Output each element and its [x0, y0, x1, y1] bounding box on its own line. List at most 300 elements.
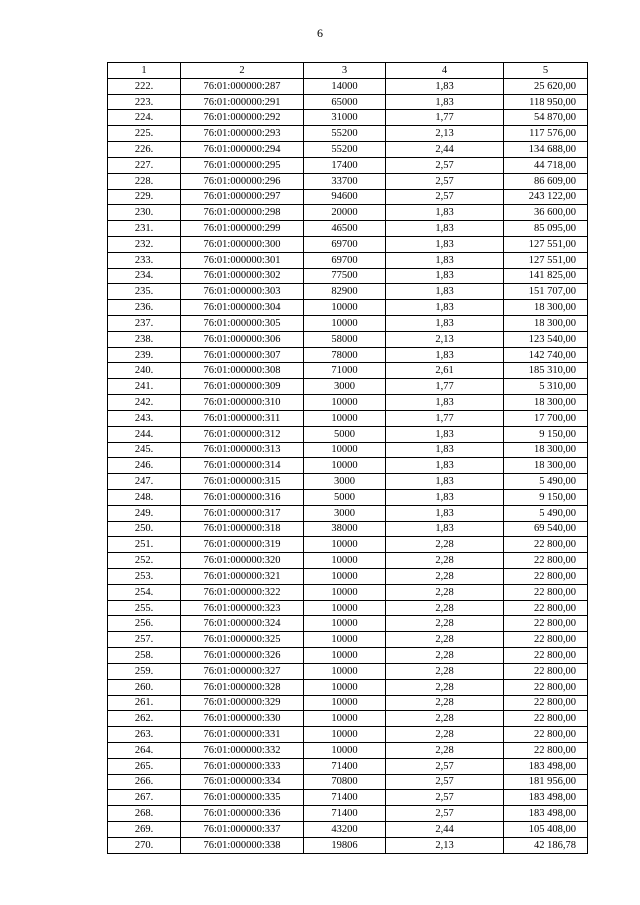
- area-cell: 10000: [304, 648, 386, 664]
- coefficient-cell: 1,83: [386, 221, 504, 237]
- amount-cell: 22 800,00: [504, 695, 588, 711]
- cadastral-number-cell: 76:01:000000:311: [181, 410, 304, 426]
- cadastral-number-cell: 76:01:000000:317: [181, 505, 304, 521]
- amount-cell: 127 551,00: [504, 252, 588, 268]
- row-number-cell: 231.: [108, 221, 181, 237]
- table-row: [108, 410, 588, 426]
- header-row: [108, 63, 588, 79]
- amount-cell: 42 186,78: [504, 837, 588, 853]
- amount-cell: 22 800,00: [504, 569, 588, 585]
- area-cell: 10000: [304, 458, 386, 474]
- coefficient-cell: 1,83: [386, 78, 504, 94]
- table-row: [108, 537, 588, 553]
- table-row: [108, 600, 588, 616]
- coefficient-cell: 2,13: [386, 331, 504, 347]
- table-row: [108, 126, 588, 142]
- amount-cell: 18 300,00: [504, 458, 588, 474]
- amount-cell: 243 122,00: [504, 189, 588, 205]
- table-row: [108, 616, 588, 632]
- cadastral-number-cell: 76:01:000000:303: [181, 284, 304, 300]
- table-row: [108, 379, 588, 395]
- amount-cell: 22 800,00: [504, 679, 588, 695]
- area-cell: 10000: [304, 553, 386, 569]
- cadastral-number-cell: 76:01:000000:314: [181, 458, 304, 474]
- table-row: [108, 442, 588, 458]
- coefficient-cell: 2,28: [386, 648, 504, 664]
- table-row: [108, 236, 588, 252]
- cadastral-number-cell: 76:01:000000:329: [181, 695, 304, 711]
- amount-cell: 118 950,00: [504, 94, 588, 110]
- amount-cell: 127 551,00: [504, 236, 588, 252]
- coefficient-cell: 2,28: [386, 632, 504, 648]
- amount-cell: 117 576,00: [504, 126, 588, 142]
- cadastral-number-cell: 76:01:000000:301: [181, 252, 304, 268]
- row-number-cell: 261.: [108, 695, 181, 711]
- row-number-cell: 269.: [108, 822, 181, 838]
- table-header: [108, 63, 588, 79]
- row-number-cell: 244.: [108, 426, 181, 442]
- coefficient-cell: 2,28: [386, 537, 504, 553]
- table-row: [108, 252, 588, 268]
- coefficient-cell: 1,83: [386, 300, 504, 316]
- area-cell: 65000: [304, 94, 386, 110]
- table-row: [108, 632, 588, 648]
- amount-cell: 85 095,00: [504, 221, 588, 237]
- area-cell: 71400: [304, 806, 386, 822]
- amount-cell: 22 800,00: [504, 632, 588, 648]
- coefficient-cell: 2,28: [386, 695, 504, 711]
- area-cell: 20000: [304, 205, 386, 221]
- row-number-cell: 264.: [108, 742, 181, 758]
- amount-cell: 9 150,00: [504, 426, 588, 442]
- coefficient-cell: 1,83: [386, 442, 504, 458]
- area-cell: 78000: [304, 347, 386, 363]
- table-row: [108, 426, 588, 442]
- cadastral-number-cell: 76:01:000000:291: [181, 94, 304, 110]
- row-number-cell: 223.: [108, 94, 181, 110]
- row-number-cell: 222.: [108, 78, 181, 94]
- coefficient-cell: 2,28: [386, 663, 504, 679]
- cadastral-number-cell: 76:01:000000:315: [181, 474, 304, 490]
- amount-cell: 22 800,00: [504, 616, 588, 632]
- table-row: [108, 331, 588, 347]
- coefficient-cell: 2,28: [386, 679, 504, 695]
- table-row: [108, 679, 588, 695]
- cadastral-number-cell: 76:01:000000:310: [181, 395, 304, 411]
- table-row: [108, 663, 588, 679]
- row-number-cell: 226.: [108, 142, 181, 158]
- amount-cell: 36 600,00: [504, 205, 588, 221]
- amount-cell: 183 498,00: [504, 790, 588, 806]
- coefficient-cell: 1,83: [386, 94, 504, 110]
- area-cell: 10000: [304, 395, 386, 411]
- area-cell: 77500: [304, 268, 386, 284]
- table-row: [108, 648, 588, 664]
- table-row: [108, 758, 588, 774]
- amount-cell: 5 490,00: [504, 474, 588, 490]
- coefficient-cell: 2,57: [386, 774, 504, 790]
- amount-cell: 5 310,00: [504, 379, 588, 395]
- amount-cell: 69 540,00: [504, 521, 588, 537]
- table-row: [108, 837, 588, 853]
- table-row: [108, 584, 588, 600]
- area-cell: 55200: [304, 142, 386, 158]
- amount-cell: 123 540,00: [504, 331, 588, 347]
- cadastral-number-cell: 76:01:000000:327: [181, 663, 304, 679]
- row-number-cell: 233.: [108, 252, 181, 268]
- cadastral-number-cell: 76:01:000000:319: [181, 537, 304, 553]
- table-row: [108, 189, 588, 205]
- row-number-cell: 248.: [108, 489, 181, 505]
- table-row: [108, 790, 588, 806]
- area-cell: 10000: [304, 584, 386, 600]
- table-row: [108, 316, 588, 332]
- row-number-cell: 232.: [108, 236, 181, 252]
- coefficient-cell: 1,77: [386, 410, 504, 426]
- area-cell: 71400: [304, 790, 386, 806]
- row-number-cell: 257.: [108, 632, 181, 648]
- row-number-cell: 225.: [108, 126, 181, 142]
- column-header-3: 3: [304, 63, 386, 79]
- amount-cell: 183 498,00: [504, 758, 588, 774]
- cadastral-number-cell: 76:01:000000:307: [181, 347, 304, 363]
- area-cell: 10000: [304, 616, 386, 632]
- coefficient-cell: 1,83: [386, 347, 504, 363]
- row-number-cell: 240.: [108, 363, 181, 379]
- coefficient-cell: 2,44: [386, 142, 504, 158]
- area-cell: 17400: [304, 157, 386, 173]
- cadastral-number-cell: 76:01:000000:298: [181, 205, 304, 221]
- area-cell: 10000: [304, 442, 386, 458]
- area-cell: 10000: [304, 711, 386, 727]
- coefficient-cell: 1,83: [386, 458, 504, 474]
- coefficient-cell: 1,83: [386, 505, 504, 521]
- table-row: [108, 205, 588, 221]
- coefficient-cell: 2,28: [386, 727, 504, 743]
- amount-cell: 185 310,00: [504, 363, 588, 379]
- area-cell: 31000: [304, 110, 386, 126]
- amount-cell: 181 956,00: [504, 774, 588, 790]
- coefficient-cell: 2,13: [386, 837, 504, 853]
- area-cell: 94600: [304, 189, 386, 205]
- coefficient-cell: 1,83: [386, 521, 504, 537]
- coefficient-cell: 2,61: [386, 363, 504, 379]
- amount-cell: 183 498,00: [504, 806, 588, 822]
- amount-cell: 9 150,00: [504, 489, 588, 505]
- area-cell: 71400: [304, 758, 386, 774]
- table-row: [108, 347, 588, 363]
- row-number-cell: 254.: [108, 584, 181, 600]
- cadastral-number-cell: 76:01:000000:332: [181, 742, 304, 758]
- area-cell: 38000: [304, 521, 386, 537]
- cadastral-number-cell: 76:01:000000:295: [181, 157, 304, 173]
- area-cell: 43200: [304, 822, 386, 838]
- cadastral-number-cell: 76:01:000000:304: [181, 300, 304, 316]
- cadastral-number-cell: 76:01:000000:294: [181, 142, 304, 158]
- table-row: [108, 284, 588, 300]
- row-number-cell: 268.: [108, 806, 181, 822]
- row-number-cell: 230.: [108, 205, 181, 221]
- area-cell: 33700: [304, 173, 386, 189]
- row-number-cell: 235.: [108, 284, 181, 300]
- table-row: [108, 300, 588, 316]
- column-header-1: 1: [108, 63, 181, 79]
- cadastral-number-cell: 76:01:000000:287: [181, 78, 304, 94]
- cadastral-number-cell: 76:01:000000:305: [181, 316, 304, 332]
- row-number-cell: 239.: [108, 347, 181, 363]
- coefficient-cell: 2,28: [386, 600, 504, 616]
- cadastral-number-cell: 76:01:000000:293: [181, 126, 304, 142]
- coefficient-cell: 1,83: [386, 284, 504, 300]
- cadastral-number-cell: 76:01:000000:312: [181, 426, 304, 442]
- table-row: [108, 774, 588, 790]
- amount-cell: 17 700,00: [504, 410, 588, 426]
- row-number-cell: 227.: [108, 157, 181, 173]
- coefficient-cell: 1,83: [386, 474, 504, 490]
- table-row: [108, 553, 588, 569]
- table-row: [108, 727, 588, 743]
- area-cell: 10000: [304, 727, 386, 743]
- amount-cell: 25 620,00: [504, 78, 588, 94]
- cadastral-number-cell: 76:01:000000:328: [181, 679, 304, 695]
- cadastral-number-cell: 76:01:000000:322: [181, 584, 304, 600]
- amount-cell: 22 800,00: [504, 584, 588, 600]
- row-number-cell: 229.: [108, 189, 181, 205]
- area-cell: 82900: [304, 284, 386, 300]
- row-number-cell: 256.: [108, 616, 181, 632]
- row-number-cell: 258.: [108, 648, 181, 664]
- amount-cell: 44 718,00: [504, 157, 588, 173]
- area-cell: 10000: [304, 316, 386, 332]
- table-row: [108, 695, 588, 711]
- amount-cell: 105 408,00: [504, 822, 588, 838]
- row-number-cell: 255.: [108, 600, 181, 616]
- table-row: [108, 474, 588, 490]
- table-row: [108, 268, 588, 284]
- table-row: [108, 458, 588, 474]
- row-number-cell: 260.: [108, 679, 181, 695]
- area-cell: 10000: [304, 632, 386, 648]
- column-header-2: 2: [181, 63, 304, 79]
- coefficient-cell: 2,28: [386, 584, 504, 600]
- amount-cell: 18 300,00: [504, 316, 588, 332]
- table-row: [108, 505, 588, 521]
- coefficient-cell: 1,77: [386, 110, 504, 126]
- cadastral-number-cell: 76:01:000000:300: [181, 236, 304, 252]
- row-number-cell: 262.: [108, 711, 181, 727]
- coefficient-cell: 2,28: [386, 553, 504, 569]
- area-cell: 5000: [304, 489, 386, 505]
- coefficient-cell: 2,57: [386, 157, 504, 173]
- coefficient-cell: 2,28: [386, 616, 504, 632]
- amount-cell: 86 609,00: [504, 173, 588, 189]
- area-cell: 10000: [304, 569, 386, 585]
- coefficient-cell: 1,83: [386, 268, 504, 284]
- coefficient-cell: 1,83: [386, 489, 504, 505]
- area-cell: 5000: [304, 426, 386, 442]
- cadastral-number-cell: 76:01:000000:333: [181, 758, 304, 774]
- area-cell: 58000: [304, 331, 386, 347]
- row-number-cell: 246.: [108, 458, 181, 474]
- amount-cell: 22 800,00: [504, 663, 588, 679]
- coefficient-cell: 2,28: [386, 742, 504, 758]
- cadastral-number-cell: 76:01:000000:324: [181, 616, 304, 632]
- table-row: [108, 742, 588, 758]
- area-cell: 10000: [304, 537, 386, 553]
- row-number-cell: 263.: [108, 727, 181, 743]
- area-cell: 3000: [304, 379, 386, 395]
- row-number-cell: 245.: [108, 442, 181, 458]
- cadastral-number-cell: 76:01:000000:308: [181, 363, 304, 379]
- row-number-cell: 234.: [108, 268, 181, 284]
- table-row: [108, 110, 588, 126]
- table-row: [108, 142, 588, 158]
- coefficient-cell: 1,83: [386, 316, 504, 332]
- coefficient-cell: 2,57: [386, 173, 504, 189]
- row-number-cell: 270.: [108, 837, 181, 853]
- table-row: [108, 221, 588, 237]
- area-cell: 10000: [304, 742, 386, 758]
- table-row: [108, 395, 588, 411]
- cadastral-number-cell: 76:01:000000:318: [181, 521, 304, 537]
- cadastral-number-cell: 76:01:000000:309: [181, 379, 304, 395]
- area-cell: 69700: [304, 252, 386, 268]
- row-number-cell: 242.: [108, 395, 181, 411]
- amount-cell: 22 800,00: [504, 727, 588, 743]
- amount-cell: 22 800,00: [504, 648, 588, 664]
- cadastral-number-cell: 76:01:000000:323: [181, 600, 304, 616]
- area-cell: 46500: [304, 221, 386, 237]
- cadastral-number-cell: 76:01:000000:316: [181, 489, 304, 505]
- amount-cell: 22 800,00: [504, 742, 588, 758]
- row-number-cell: 247.: [108, 474, 181, 490]
- amount-cell: 18 300,00: [504, 395, 588, 411]
- table-row: [108, 822, 588, 838]
- row-number-cell: 251.: [108, 537, 181, 553]
- area-cell: 71000: [304, 363, 386, 379]
- table-row: [108, 173, 588, 189]
- area-cell: 70800: [304, 774, 386, 790]
- cadastral-number-cell: 76:01:000000:313: [181, 442, 304, 458]
- row-number-cell: 253.: [108, 569, 181, 585]
- coefficient-cell: 1,83: [386, 426, 504, 442]
- amount-cell: 22 800,00: [504, 600, 588, 616]
- amount-cell: 18 300,00: [504, 442, 588, 458]
- cadastral-number-cell: 76:01:000000:338: [181, 837, 304, 853]
- cadastral-number-cell: 76:01:000000:292: [181, 110, 304, 126]
- row-number-cell: 238.: [108, 331, 181, 347]
- cadastral-number-cell: 76:01:000000:334: [181, 774, 304, 790]
- amount-cell: 22 800,00: [504, 537, 588, 553]
- amount-cell: 22 800,00: [504, 553, 588, 569]
- area-cell: 10000: [304, 300, 386, 316]
- coefficient-cell: 1,77: [386, 379, 504, 395]
- coefficient-cell: 2,13: [386, 126, 504, 142]
- area-cell: 10000: [304, 410, 386, 426]
- area-cell: 10000: [304, 663, 386, 679]
- row-number-cell: 267.: [108, 790, 181, 806]
- coefficient-cell: 2,57: [386, 189, 504, 205]
- area-cell: 10000: [304, 679, 386, 695]
- row-number-cell: 243.: [108, 410, 181, 426]
- table-row: [108, 806, 588, 822]
- row-number-cell: 249.: [108, 505, 181, 521]
- coefficient-cell: 2,57: [386, 758, 504, 774]
- area-cell: 19806: [304, 837, 386, 853]
- column-header-5: 5: [504, 63, 588, 79]
- table-row: [108, 569, 588, 585]
- coefficient-cell: 1,83: [386, 236, 504, 252]
- cadastral-number-cell: 76:01:000000:296: [181, 173, 304, 189]
- row-number-cell: 236.: [108, 300, 181, 316]
- coefficient-cell: 2,28: [386, 711, 504, 727]
- table-row: [108, 363, 588, 379]
- coefficient-cell: 2,44: [386, 822, 504, 838]
- cadastral-number-cell: 76:01:000000:302: [181, 268, 304, 284]
- cadastral-number-cell: 76:01:000000:297: [181, 189, 304, 205]
- coefficient-cell: 2,57: [386, 806, 504, 822]
- area-cell: 3000: [304, 505, 386, 521]
- row-number-cell: 266.: [108, 774, 181, 790]
- row-number-cell: 237.: [108, 316, 181, 332]
- cadastral-number-cell: 76:01:000000:325: [181, 632, 304, 648]
- page-number: 6: [317, 26, 323, 40]
- cadastral-number-cell: 76:01:000000:320: [181, 553, 304, 569]
- column-header-4: 4: [386, 63, 504, 79]
- area-cell: 55200: [304, 126, 386, 142]
- area-cell: 14000: [304, 78, 386, 94]
- coefficient-cell: 1,83: [386, 395, 504, 411]
- amount-cell: 22 800,00: [504, 711, 588, 727]
- row-number-cell: 224.: [108, 110, 181, 126]
- amount-cell: 141 825,00: [504, 268, 588, 284]
- coefficient-cell: 2,57: [386, 790, 504, 806]
- area-cell: 69700: [304, 236, 386, 252]
- coefficient-cell: 2,28: [386, 569, 504, 585]
- row-number-cell: 259.: [108, 663, 181, 679]
- coefficient-cell: 1,83: [386, 252, 504, 268]
- amount-cell: 54 870,00: [504, 110, 588, 126]
- coefficient-cell: 1,83: [386, 205, 504, 221]
- cadastral-number-cell: 76:01:000000:331: [181, 727, 304, 743]
- table-body: [108, 78, 588, 853]
- data-table: [107, 62, 588, 854]
- amount-cell: 18 300,00: [504, 300, 588, 316]
- row-number-cell: 228.: [108, 173, 181, 189]
- cadastral-number-cell: 76:01:000000:330: [181, 711, 304, 727]
- row-number-cell: 241.: [108, 379, 181, 395]
- area-cell: 10000: [304, 600, 386, 616]
- table-row: [108, 711, 588, 727]
- cadastral-number-cell: 76:01:000000:299: [181, 221, 304, 237]
- cadastral-number-cell: 76:01:000000:306: [181, 331, 304, 347]
- cadastral-number-cell: 76:01:000000:336: [181, 806, 304, 822]
- row-number-cell: 252.: [108, 553, 181, 569]
- area-cell: 10000: [304, 695, 386, 711]
- amount-cell: 151 707,00: [504, 284, 588, 300]
- table-row: [108, 489, 588, 505]
- table-row: [108, 157, 588, 173]
- amount-cell: 142 740,00: [504, 347, 588, 363]
- cadastral-number-cell: 76:01:000000:335: [181, 790, 304, 806]
- row-number-cell: 250.: [108, 521, 181, 537]
- area-cell: 3000: [304, 474, 386, 490]
- table-row: [108, 94, 588, 110]
- table-row: [108, 521, 588, 537]
- amount-cell: 134 688,00: [504, 142, 588, 158]
- cadastral-number-cell: 76:01:000000:337: [181, 822, 304, 838]
- cadastral-number-cell: 76:01:000000:326: [181, 648, 304, 664]
